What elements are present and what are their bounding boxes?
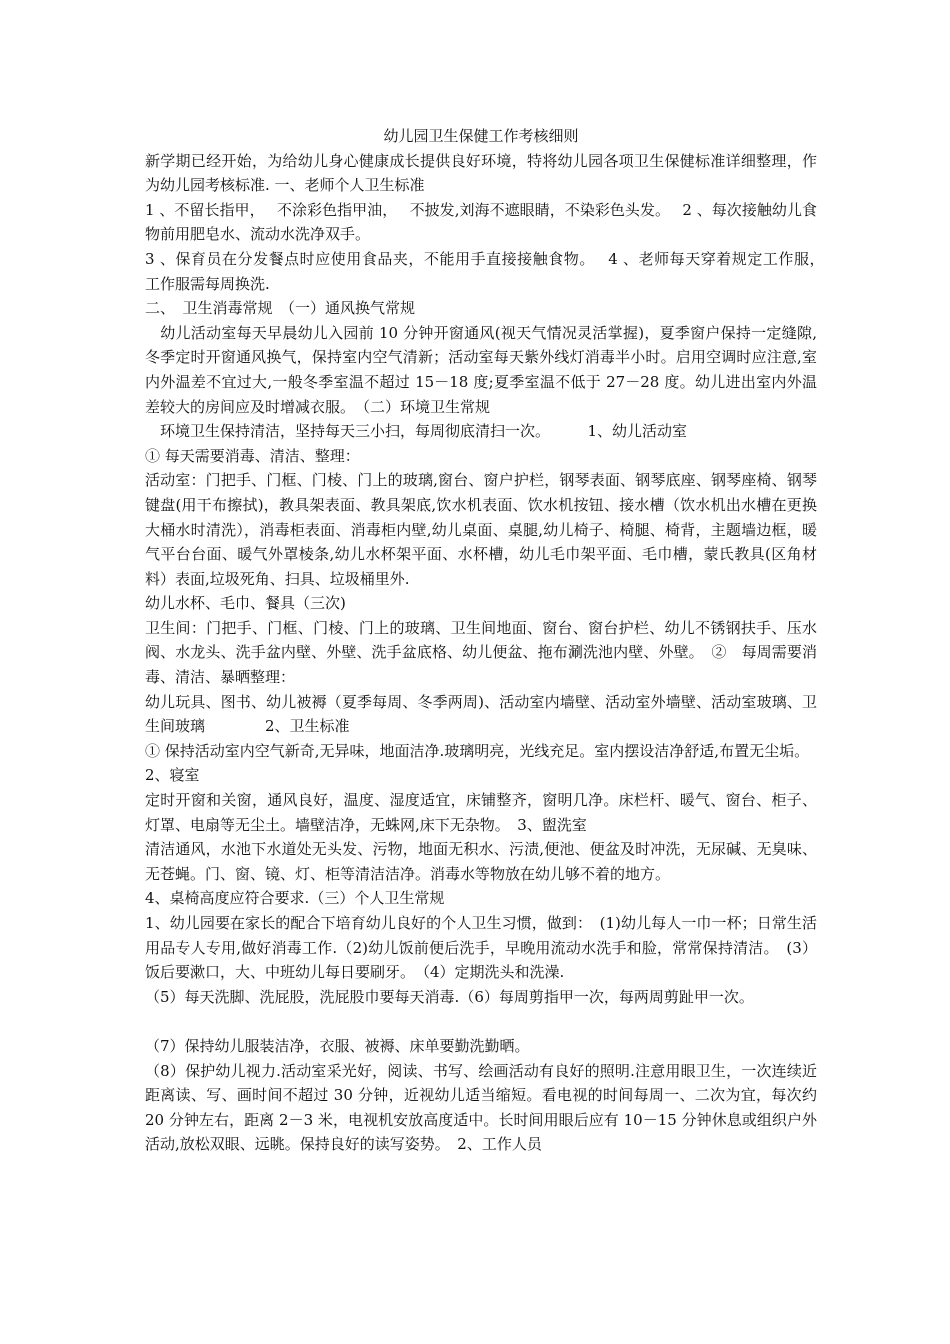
paragraph-cups-towels: 幼儿水杯、毛巾、餐具（三次) bbox=[145, 594, 346, 613]
paragraph-restroom: 卫生间：门把手、门框、门棱、门上的玻璃、卫生间地面、窗台、窗台护栏、幼儿不锈钢扶手、压水阀、水龙头、洗手盆内壁、外壁、洗手盆底格、幼儿便盆、拖布涮洗池内壁、外壁。 ② 每周需要消毒、清洁、暴晒整理： bbox=[145, 618, 817, 687]
section-heading-disinfection: 二、 卫生消毒常规 （一）通风换气常规 bbox=[145, 299, 416, 318]
paragraph-activity-room: 活动室：门把手、门框、门棱、门上的玻璃,窗台、窗户护栏，钢琴表面、钢琴底座、钢琴座椅、钢琴键盘(用干布擦拭)，教具架表面、教具架底,饮水机表面、饮水机按钮、接水槽（饮水机出水槽在更换大桶水时清洗），消毒柜表面、消毒柜内壁,幼儿桌面、桌腿,幼儿椅子、椅腿、椅背，主题墙边框，暖气平台台面、暖气外罩棱条,幼儿水杯架平面、水杯槽，幼儿毛巾架平面、毛巾槽，蒙氏教具(区角材料）表面,垃圾死角、扫具、垃圾桶里外. bbox=[145, 471, 817, 588]
paragraph-intro: 新学期已经开始，为给幼儿身心健康成长提供良好环境，特将幼儿园各项卫生保健标准详细整理，作为幼儿园考核标准. 一、老师个人卫生标准 bbox=[145, 151, 817, 195]
paragraph-eyesight: （8）保护幼儿视力.活动室采光好，阅读、书写、绘画活动有良好的照明.注意用眼卫生，一次连续近距离读、写、画时间不超过 30 分钟，近视幼儿适当缩短。看电视的时间每周一、二次为宜，每次约 20 分钟左右，距离 2－3 米，电视机安放高度适中。长时间用眼后应有 10－15 分钟休息或组织户外活动,放松双眼、远眺。保持良好的读写姿势。 2、工作人员 bbox=[145, 1061, 817, 1154]
paragraph-furniture: 4、桌椅高度应符合要求.（三）个人卫生常规 bbox=[145, 889, 445, 908]
blank-line bbox=[145, 1009, 817, 1034]
paragraph-weekly-items: 幼儿玩具、图书、幼儿被褥（夏季每周、冬季两周)、活动室内墙壁、活动室外墙壁、活动室玻璃、卫生间玻璃 2、卫生标准 bbox=[145, 692, 817, 736]
paragraph-personal-hygiene: 1、幼儿园要在家长的配合下培育幼儿良好的个人卫生习惯，做到： (1)幼儿每人一巾一杯；日常生活用品专人专用,做好消毒工作.（2)幼儿饭前便后洗手，早晚用流动水洗手和脸，常常保持清洁。 (3）饭后要漱口，大、中班幼儿每日要刷牙。 （4）定期洗头和洗澡. bbox=[145, 914, 817, 982]
paragraph-ventilation: 幼儿活动室每天早晨幼儿入园前 10 分钟开窗通风(视天气情况灵活掌握)，夏季窗户保持一定缝隙,冬季定时开窗通风换气，保持室内空气清新；活动室每天紫外线灯消毒半小时。启用空调时应注意,室内外温差不宜过大,一般冬季室温不超过 15－18 度;夏季室温不低于 27－28 度。幼儿进出室内外温差较大的房间应及时增减衣服。 （二）环境卫生常规 bbox=[145, 323, 817, 416]
paragraph-teacher-hygiene-1: 1 、不留长指甲， 不涂彩色指甲油， 不披发,刘海不遮眼睛，不染彩色头发。 2 、每次接触幼儿食物前用肥皂水、流动水洗净双手。 bbox=[145, 200, 817, 244]
paragraph-bedroom: 定时开窗和关窗，通风良好，温度、湿度适宜，床铺整齐，窗明几净。床栏杆、暖气、窗台、柜子、灯罩、电扇等无尘土。墙壁洁净，无蛛网,床下无杂物。 3、盥洗室 bbox=[145, 791, 817, 834]
paragraph-washroom: 清洁通风，水池下水道处无头发、污物，地面无积水、污渍,便池、便盆及时冲洗，无尿碱、无臭味、无苍蝇。门、窗、镜、灯、柜等清洁洁净。消毒水等物放在幼儿够不着的地方。 bbox=[145, 840, 817, 883]
document-page bbox=[145, 124, 837, 1157]
paragraph-clothing: （7）保持幼儿服装洁净，衣服、被褥、床单要勤洗勤晒。 bbox=[145, 1036, 530, 1055]
document-title: 幼儿园卫生保健工作考核细则 bbox=[383, 127, 579, 145]
paragraph-environment: 环境卫生保持清洁，坚持每天三小扫，每周彻底清扫一次。 1、幼儿活动室 bbox=[145, 422, 688, 441]
paragraph-daily-disinfection-heading: ① 每天需要消毒、清洁、整理： bbox=[145, 446, 360, 465]
paragraph-teacher-hygiene-2: 3 、保育员在分发餐点时应使用食品夹，不能用手直接接触食物。 4 、老师每天穿着规定工作服， 工作服需每周换洗. bbox=[145, 249, 837, 293]
paragraph-bedroom-heading: 2、寝室 bbox=[145, 766, 200, 785]
document-body bbox=[145, 149, 837, 1157]
paragraph-washing: （5）每天洗脚、洗屁股，洗屁股巾要每天消毒.（6）每周剪指甲一次，每两周剪趾甲一次。 bbox=[145, 987, 754, 1006]
paragraph-air-quality: ① 保持活动室内空气新奇,无异味，地面洁净.玻璃明亮，光线充足。室内摆设洁净舒适,布置无尘垢。 bbox=[145, 741, 810, 760]
